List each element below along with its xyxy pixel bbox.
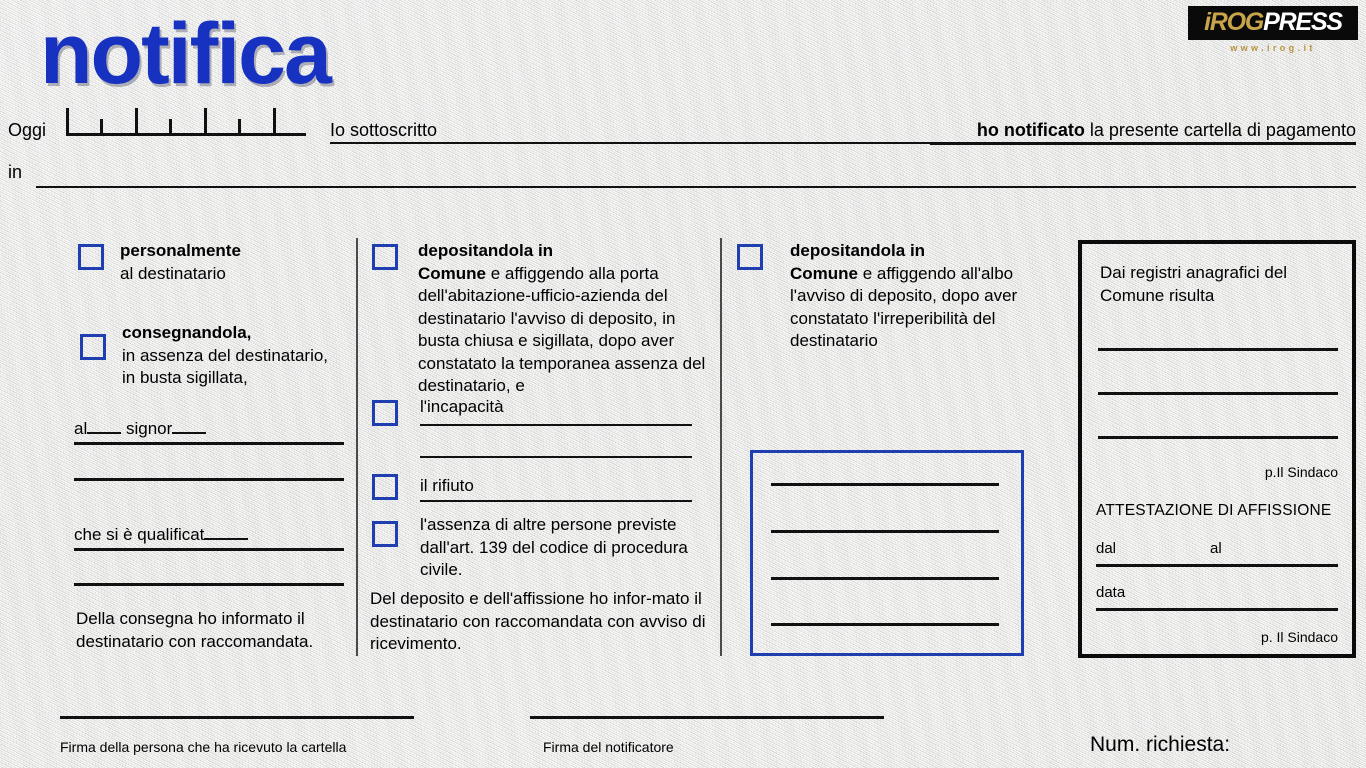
anagrafici-heading: Dai registri anagrafici del Comune risulta bbox=[1100, 263, 1288, 305]
rifiuto-rule[interactable] bbox=[420, 500, 692, 502]
date-comb-tick bbox=[135, 108, 138, 136]
signature-notifier-label: Firma del notificatore bbox=[543, 739, 674, 755]
oggi-label: Oggi bbox=[8, 120, 47, 140]
qualificat-blank[interactable] bbox=[204, 538, 248, 540]
anagrafici-rule[interactable] bbox=[1098, 392, 1338, 395]
col2-closing-text: Del deposito e dell'affissione ho infor-mato il destinatario con raccomandata con avviso di ricevimento. bbox=[370, 589, 706, 653]
logo-text-irog: iROG bbox=[1204, 8, 1264, 36]
sottoscritto-input-rule[interactable] bbox=[330, 142, 930, 144]
checkbox-box[interactable] bbox=[372, 474, 398, 500]
ho-notificato-bold: ho notificato bbox=[976, 120, 1085, 140]
blue-box-rule[interactable] bbox=[771, 623, 999, 626]
dal-al-rule[interactable] bbox=[1096, 564, 1338, 567]
logo-text-press: PRESS bbox=[1263, 8, 1342, 36]
sottoscritto-label: Io sottoscritto bbox=[330, 120, 438, 140]
incapacita-rule[interactable] bbox=[420, 424, 692, 426]
checkbox-box[interactable] bbox=[737, 244, 763, 270]
blue-lined-box[interactable] bbox=[750, 450, 1024, 656]
checkbox-box[interactable] bbox=[372, 521, 398, 547]
option-depositandola-porta-bold2: Comune bbox=[418, 263, 486, 283]
signature-receiver-label: Firma della persona che ha ricevuto la cartella bbox=[60, 739, 347, 755]
checkbox-assenza-altre-persone[interactable] bbox=[372, 521, 398, 547]
al-blank[interactable] bbox=[87, 432, 121, 434]
logo-url: www.irog.it bbox=[1230, 43, 1316, 53]
qualificat-label-wrap bbox=[74, 524, 248, 547]
checkbox-depositandola-porta[interactable] bbox=[372, 244, 398, 270]
option-depositandola-albo-rest: e affiggendo all'albo l'avviso di deposito, dopo aver constatato l'irreperibilità del destinatario bbox=[790, 263, 1018, 350]
option-depositandola-porta-bold1: depositandola in bbox=[418, 241, 554, 260]
date-comb-tick bbox=[273, 108, 276, 136]
option-personalmente-rest: al destinatario bbox=[120, 263, 226, 283]
date-comb-field[interactable] bbox=[66, 108, 306, 136]
date-comb-tick bbox=[238, 119, 241, 136]
in-label: in bbox=[8, 162, 23, 182]
checkbox-depositandola-albo[interactable] bbox=[737, 244, 763, 270]
al-label: al bbox=[74, 419, 88, 438]
sindaco-label-bottom: p. Il Sindaco bbox=[1260, 629, 1338, 645]
al-signor-labels bbox=[74, 418, 206, 441]
col1-blank-rule[interactable] bbox=[74, 583, 344, 586]
qualificat-rule[interactable] bbox=[74, 548, 344, 551]
option-depositandola-albo-text bbox=[790, 240, 1020, 353]
column-divider bbox=[720, 238, 722, 656]
checkbox-incapacita[interactable] bbox=[372, 400, 398, 426]
column-divider bbox=[356, 238, 358, 656]
signature-notifier-rule[interactable] bbox=[530, 716, 884, 719]
signor-label: signor bbox=[125, 419, 173, 438]
anagrafici-box bbox=[1078, 240, 1356, 658]
al-signor-rule[interactable] bbox=[74, 442, 344, 445]
signor-blank[interactable] bbox=[172, 432, 206, 434]
option-personalmente-text bbox=[120, 240, 350, 285]
option-assenza-altre-persone-label: l'assenza di altre persone previste dall'art. 139 del codice di procedura civile. bbox=[420, 515, 688, 579]
option-incapacita-label: l'incapacità bbox=[420, 397, 504, 416]
ho-notificato-rule bbox=[930, 142, 1356, 145]
option-personalmente-bold: personalmente bbox=[120, 241, 241, 260]
option-consegnandola-bold: consegnandola, bbox=[122, 323, 252, 342]
col1-blank-rule[interactable] bbox=[74, 478, 344, 481]
date-comb-tick bbox=[100, 119, 103, 136]
checkbox-box[interactable] bbox=[372, 244, 398, 270]
dal-label: dal bbox=[1096, 540, 1117, 557]
data-rule[interactable] bbox=[1096, 608, 1338, 611]
attestazione-title: ATTESTAZIONE DI AFFISSIONE bbox=[1096, 502, 1332, 519]
in-input-rule[interactable] bbox=[36, 186, 1356, 188]
date-comb-tick bbox=[66, 108, 69, 136]
option-depositandola-albo-bold1: depositandola in bbox=[790, 241, 926, 260]
blue-box-rule[interactable] bbox=[771, 483, 999, 486]
logo-wordmark bbox=[1188, 6, 1358, 40]
checkbox-rifiuto[interactable] bbox=[372, 474, 398, 500]
irogpress-logo bbox=[1188, 6, 1358, 53]
al-label: al bbox=[1210, 540, 1222, 557]
option-consegnandola-rest: in assenza del destinatario, in busta sigillata, bbox=[122, 345, 329, 387]
checkbox-box[interactable] bbox=[80, 334, 106, 360]
anagrafici-rule[interactable] bbox=[1098, 348, 1338, 351]
ho-notificato-rest: la presente cartella di pagamento bbox=[1084, 120, 1356, 140]
date-comb-tick bbox=[169, 119, 172, 136]
checkbox-consegnandola[interactable] bbox=[80, 334, 106, 360]
sindaco-label-top: p.Il Sindaco bbox=[1264, 464, 1338, 480]
ho-notificato-text bbox=[977, 120, 1356, 141]
checkbox-box[interactable] bbox=[78, 244, 104, 270]
page-title: notifica bbox=[40, 6, 330, 102]
num-richiesta-label: Num. richiesta: bbox=[1090, 733, 1231, 756]
blue-box-rule[interactable] bbox=[771, 530, 999, 533]
qualificat-label: che si è qualificat bbox=[74, 525, 205, 544]
option-depositandola-porta-text bbox=[418, 240, 718, 398]
option-consegnandola-text bbox=[122, 322, 340, 390]
option-depositandola-porta-rest: e affiggendo alla porta dell'abitazione-ufficio-azienda del destinatario l'avviso di deposito, in busta chiusa e sigillata, dopo aver constatato la temporanea assenza del destinatario, e bbox=[418, 263, 706, 395]
data-label: data bbox=[1096, 584, 1126, 601]
option-rifiuto-label: il rifiuto bbox=[420, 476, 474, 495]
col2-blank-rule[interactable] bbox=[420, 456, 692, 458]
checkbox-box[interactable] bbox=[372, 400, 398, 426]
date-comb-tick bbox=[204, 108, 207, 136]
checkbox-personalmente[interactable] bbox=[78, 244, 104, 270]
signature-receiver-rule[interactable] bbox=[60, 716, 414, 719]
option-depositandola-albo-bold2: Comune bbox=[790, 263, 858, 283]
col1-closing-text: Della consegna ho informato il destinatario con raccomandata. bbox=[76, 609, 314, 651]
blue-box-rule[interactable] bbox=[771, 577, 999, 580]
anagrafici-rule[interactable] bbox=[1098, 436, 1338, 439]
